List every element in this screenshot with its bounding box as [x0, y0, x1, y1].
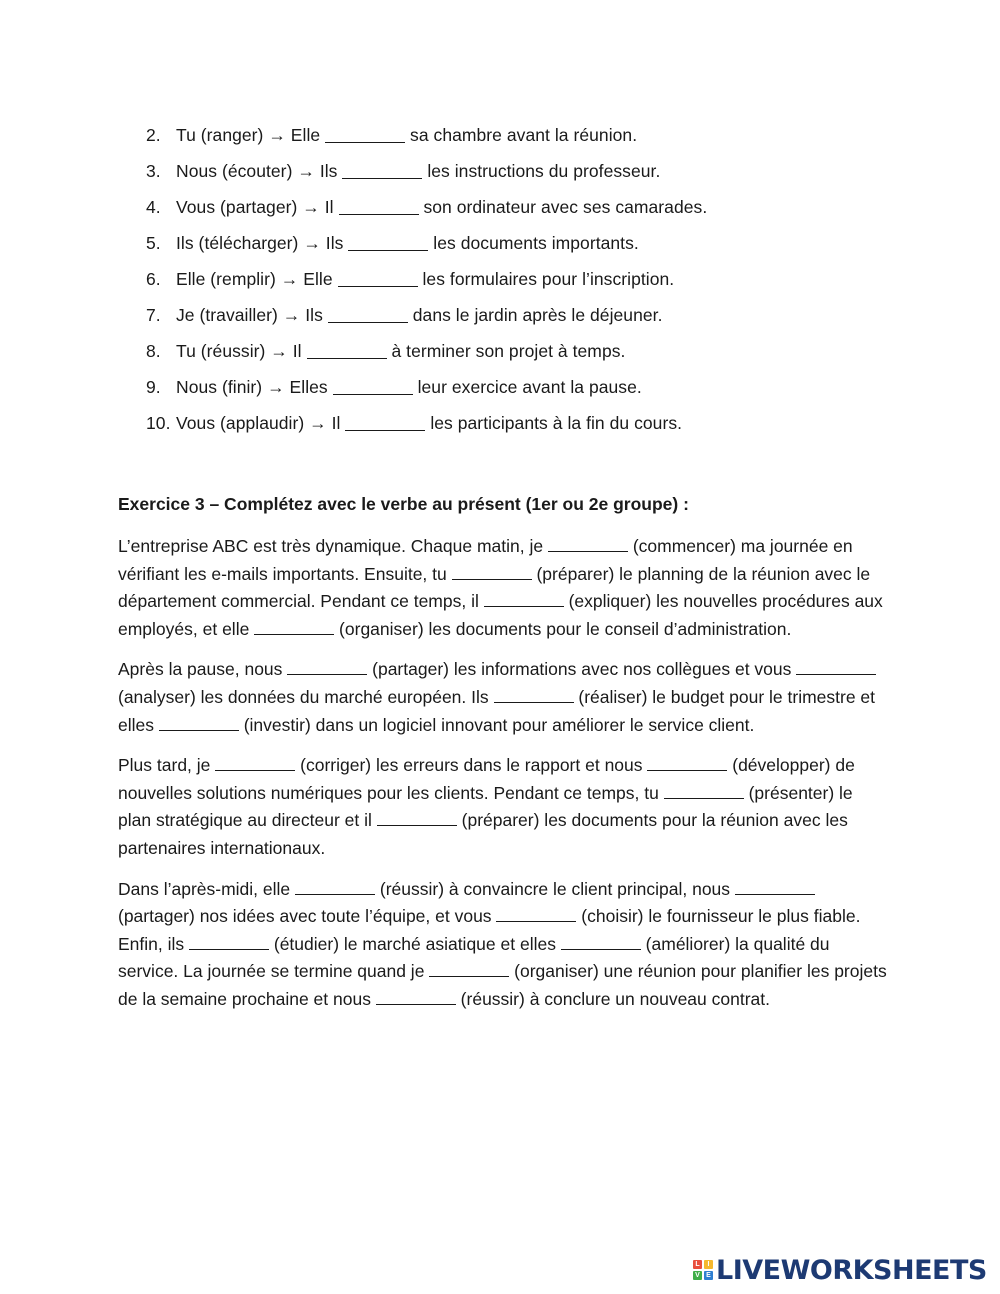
answer-blank[interactable] [735, 880, 815, 895]
list-item [146, 117, 906, 153]
paragraph-text: (partager) nos idées avec toute l’équipe, et vous [118, 906, 497, 927]
paragraph-text: (réussir) à conclure un nouveau contrat. [455, 988, 771, 1009]
answer-blank[interactable] [338, 272, 418, 287]
item-number: 4. [146, 196, 161, 217]
answer-blank[interactable] [295, 880, 375, 895]
paragraph-text: (préparer) les documents pour la réunion avec les partenaires internationaux. [118, 810, 848, 858]
answer-blank[interactable] [484, 592, 564, 607]
answer-blank[interactable] [496, 907, 576, 922]
item-number: 9. [146, 376, 161, 397]
answer-blank[interactable] [548, 537, 628, 552]
liveworksheets-logo [693, 1256, 987, 1284]
item-rest: dans le jardin après le déjeuner. [412, 304, 663, 325]
paragraph-text: Après la pause, nous [118, 659, 288, 680]
paragraph [118, 533, 888, 643]
item-prompt: Nous (écouter) → Ils [176, 160, 338, 181]
paragraph-text: (expliquer) les nouvelles procédures aux employés, et elle [118, 591, 883, 639]
item-number: 3. [146, 160, 161, 181]
paragraph-text: (réaliser) le budget pour le trimestre et elles [118, 686, 876, 735]
answer-blank[interactable] [345, 416, 425, 431]
paragraph-text: (préparer) le planning de la réunion avec le département commercial. Pendant ce temps, il [118, 563, 871, 612]
list-item [146, 333, 906, 369]
logo-square: V [693, 1271, 702, 1280]
answer-blank[interactable] [325, 128, 405, 143]
item-number: 5. [146, 232, 161, 253]
item-rest: sa chambre avant la réunion. [410, 124, 638, 145]
paragraph [118, 752, 888, 862]
answer-blank[interactable] [328, 308, 408, 323]
item-number: 2. [146, 124, 161, 145]
answer-blank[interactable] [664, 784, 744, 799]
paragraph-text: L’entreprise ABC est très dynamique. Chaque matin, je [118, 536, 548, 556]
paragraph-text: (améliorer) la qualité du service. La journée se termine quand je [118, 933, 830, 982]
answer-blank[interactable] [159, 716, 239, 731]
item-rest: son ordinateur avec ses camarades. [423, 196, 708, 217]
item-number: 6. [146, 268, 161, 289]
item-prompt: Elle (remplir) → Elle [176, 268, 333, 289]
list-item [146, 261, 906, 297]
paragraph-text: (commencer) ma journée en vérifiant les e-mails importants. Ensuite, tu [118, 536, 853, 584]
paragraph [118, 876, 888, 1014]
answer-blank[interactable] [215, 756, 295, 771]
paragraph-text: Plus tard, je [118, 755, 216, 776]
item-prompt: Je (travailler) → Ils [176, 304, 323, 325]
item-number: 8. [146, 340, 161, 361]
item-prompt: Ils (télécharger) → Ils [176, 232, 344, 253]
answer-blank[interactable] [429, 962, 509, 977]
paragraph-text: (présenter) le plan stratégique au directeur et il [118, 782, 853, 831]
item-prompt: Tu (ranger) → Elle [176, 124, 321, 145]
item-rest: les participants à la fin du cours. [430, 412, 683, 433]
logo-square: L [693, 1260, 702, 1269]
paragraph-text: (étudier) le marché asiatique et elles [269, 933, 561, 954]
logo-icon [693, 1260, 713, 1280]
list-item [146, 405, 906, 441]
logo-text: LIVEWORKSHEETS [716, 1254, 987, 1286]
logo-square: I [704, 1260, 713, 1269]
paragraph-text: (partager) les informations avec nos collègues et vous [367, 659, 797, 680]
answer-blank[interactable] [287, 660, 367, 675]
paragraph-text: (corriger) les erreurs dans le rapport et nous [295, 755, 648, 776]
item-prompt: Vous (partager) → Il [176, 196, 334, 217]
answer-blank[interactable] [307, 344, 387, 359]
answer-blank[interactable] [377, 811, 457, 826]
answer-blank[interactable] [254, 620, 334, 635]
answer-blank[interactable] [342, 164, 422, 179]
answer-blank[interactable] [376, 990, 456, 1005]
item-prompt: Tu (réussir) → Il [176, 340, 302, 361]
paragraph-text: (investir) dans un logiciel innovant pour améliorer le service client. [238, 714, 755, 735]
item-rest: à terminer son projet à temps. [391, 340, 626, 361]
paragraph-text: (réussir) à convaincre le client principal, nous [375, 878, 735, 899]
exercise-3-title: Exercice 3 – Complétez avec le verbe au présent (1er ou 2e groupe) : [118, 494, 689, 514]
logo-square: E [704, 1271, 713, 1280]
item-rest: les instructions du professeur. [427, 160, 661, 181]
answer-blank[interactable] [339, 200, 419, 215]
paragraph-text: (développer) de nouvelles solutions numériques pour les clients. Pendant ce temps, tu [118, 755, 855, 803]
answer-blank[interactable] [494, 688, 574, 703]
item-prompt: Vous (applaudir) → Il [176, 412, 341, 433]
paragraph-text: (organiser) les documents pour le conseil d’administration. [334, 618, 792, 639]
item-number: 7. [146, 304, 161, 325]
paragraph-text: (organiser) une réunion pour planifier les projets de la semaine prochaine et nous [118, 961, 887, 1009]
item-rest: les documents importants. [433, 232, 639, 253]
answer-blank[interactable] [452, 565, 532, 580]
list-item [146, 225, 906, 261]
answer-blank[interactable] [647, 756, 727, 771]
list-item [146, 297, 906, 333]
paragraph-text: Dans l’après-midi, elle [118, 878, 296, 899]
answer-blank[interactable] [189, 935, 269, 950]
paragraph-text: (analyser) les données du marché européen. Ils [118, 686, 494, 707]
paragraph [118, 656, 888, 739]
answer-blank[interactable] [796, 660, 876, 675]
list-item [146, 189, 906, 225]
item-number: 10. [146, 412, 171, 433]
exercise-3-text [118, 533, 888, 1027]
exercise-2-list [146, 117, 906, 441]
item-rest: les formulaires pour l’inscription. [422, 268, 675, 289]
list-item [146, 153, 906, 189]
paragraph-text: (choisir) le fournisseur le plus fiable. Enfin, ils [118, 906, 861, 954]
item-prompt: Nous (finir) → Elles [176, 376, 328, 397]
item-rest: leur exercice avant la pause. [417, 376, 642, 397]
answer-blank[interactable] [348, 236, 428, 251]
list-item [146, 369, 906, 405]
answer-blank[interactable] [561, 935, 641, 950]
answer-blank[interactable] [333, 380, 413, 395]
